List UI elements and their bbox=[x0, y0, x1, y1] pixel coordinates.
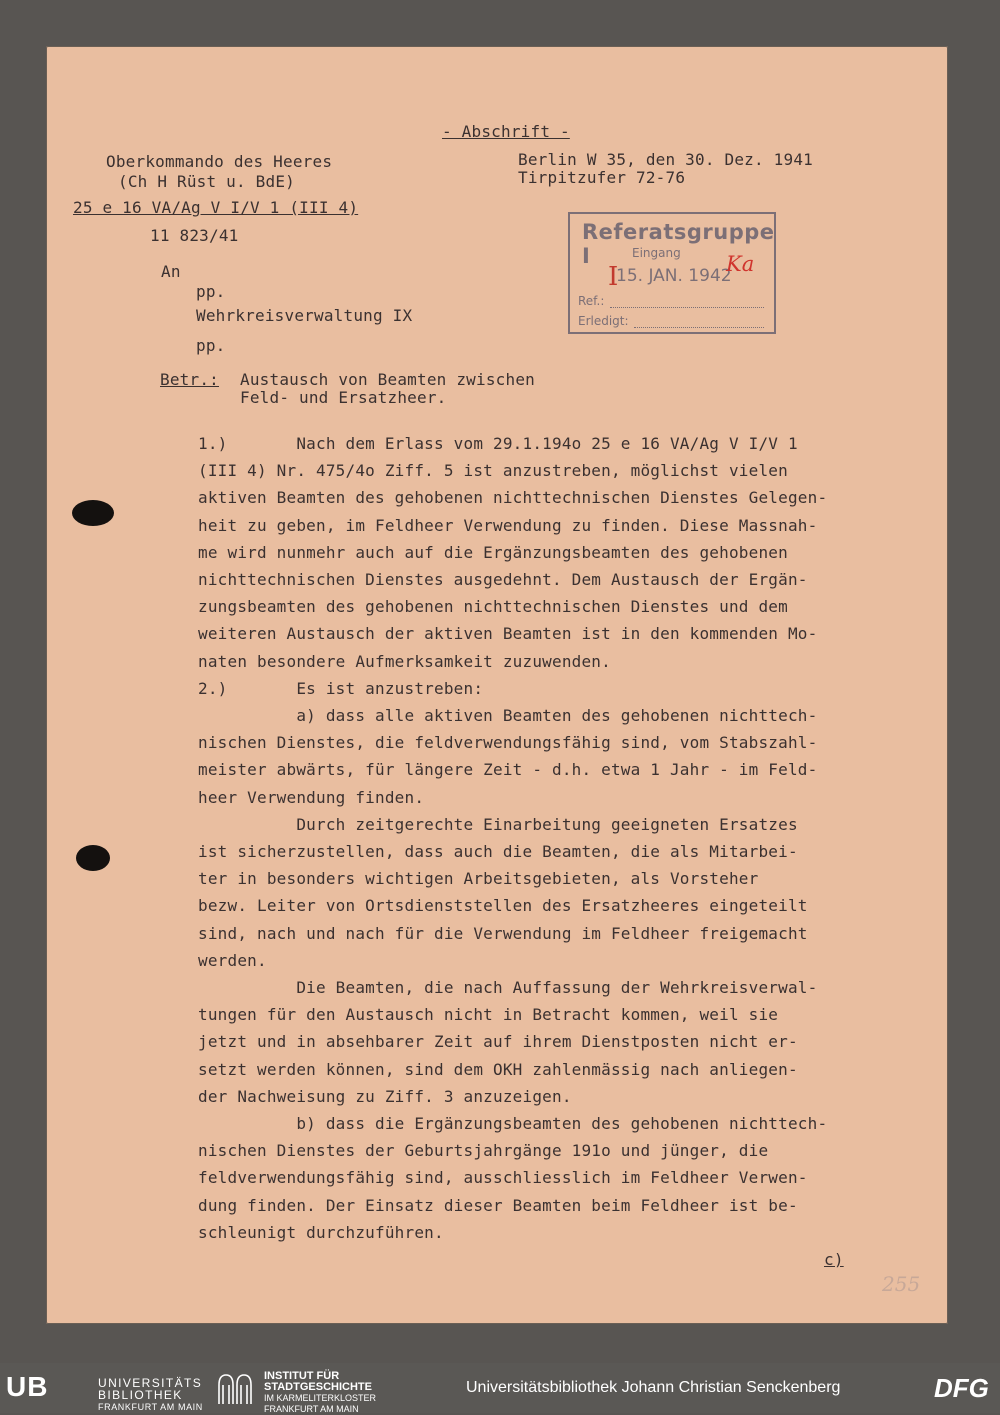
stamp-title: Referatsgruppe I bbox=[582, 220, 775, 268]
receipt-stamp bbox=[568, 212, 776, 334]
institute-name[interactable] bbox=[264, 1371, 376, 1415]
pencil-page-number: 255 bbox=[882, 1272, 921, 1296]
stamp-done-label: Erledigt: bbox=[578, 314, 629, 328]
inst-line-2: STADTGESCHICHTE bbox=[264, 1381, 372, 1393]
body-line: schleunigt durchzuführen. bbox=[198, 1223, 444, 1242]
dfg-logo[interactable]: DFG bbox=[934, 1373, 989, 1403]
body-line: zungsbeamten des gehobenen nichttechnischen Dienstes und dem bbox=[198, 597, 788, 616]
ub-name bbox=[98, 1377, 203, 1413]
body-line: tungen für den Austausch nicht in Betracht kommen, weil sie bbox=[198, 1005, 779, 1024]
doc-heading: - Abschrift - bbox=[442, 122, 570, 141]
body-line: bezw. Leiter von Ortsdienststellen des Ersatzheeres eingeteilt bbox=[198, 896, 808, 915]
body-line: a) dass alle aktiven Beamten des gehobenen nichttech- bbox=[198, 706, 818, 725]
place-date: Berlin W 35, den 30. Dez. 1941 bbox=[518, 150, 813, 169]
body-line: dung finden. Der Einsatz dieser Beamten beim Feldheer ist be- bbox=[198, 1196, 798, 1215]
body-line: nischen Dienstes, die feldverwendungsfähig sind, vom Stabszahl- bbox=[198, 733, 818, 752]
pp-1: pp. bbox=[196, 282, 226, 301]
body-line: nischen Dienstes der Geburtsjahrgänge 191o und jünger, die bbox=[198, 1141, 769, 1160]
body-line: setzt werden können, sind dem OKH zahlenmässig nach anliegen- bbox=[198, 1060, 798, 1079]
punch-hole-top bbox=[72, 500, 114, 526]
body-line: (III 4) Nr. 475/4o Ziff. 5 ist anzustreben, möglichst vielen bbox=[198, 461, 788, 480]
body-line: sind, nach und nach für die Verwendung im Feldheer freigemacht bbox=[198, 924, 808, 943]
address: Tirpitzufer 72-76 bbox=[518, 168, 686, 187]
ub-line-1: UNIVERSITÄTS bbox=[98, 1376, 203, 1390]
punch-hole-bottom bbox=[76, 845, 110, 871]
inst-line-1: INSTITUT FÜR bbox=[264, 1370, 340, 1382]
body-line: weiteren Austausch der aktiven Beamten ist in den kommenden Mo- bbox=[198, 624, 818, 643]
footer-library-name: Universitätsbibliothek Johann Christian Senckenberg bbox=[466, 1379, 841, 1396]
body-line: der Nachweisung zu Ziff. 3 anzuzeigen. bbox=[198, 1087, 572, 1106]
continuation-mark: c) bbox=[824, 1250, 844, 1269]
body-line: 2.) Es ist anzustreben: bbox=[198, 679, 484, 698]
document-page bbox=[46, 46, 948, 1324]
body-line: Die Beamten, die nach Auffassung der Wehrkreisverwal- bbox=[198, 978, 818, 997]
body-line: Durch zeitgerechte Einarbeitung geeigneten Ersatzes bbox=[198, 815, 798, 834]
body-line: jetzt und in absehbarer Zeit auf ihrem Dienstposten nicht er- bbox=[198, 1032, 798, 1051]
ub-line-3: FRANKFURT AM MAIN bbox=[98, 1402, 203, 1412]
subject-line-2: Feld- und Ersatzheer. bbox=[240, 388, 447, 407]
stamp-ref-line bbox=[610, 306, 764, 308]
ub-logo[interactable]: UB bbox=[6, 1371, 49, 1402]
institute-icon bbox=[216, 1371, 254, 1405]
stamp-red-mark: I bbox=[608, 262, 619, 292]
body-line: meister abwärts, für längere Zeit - d.h. etwa 1 Jahr - im Feld- bbox=[198, 760, 818, 779]
body-line: nichttechnischen Dienstes ausgedehnt. Dem Austausch der Ergän- bbox=[198, 570, 808, 589]
sender-line-1: Oberkommando des Heeres bbox=[106, 152, 333, 171]
stamp-ref-label: Ref.: bbox=[578, 294, 605, 308]
body-line: ter in besonders wichtigen Arbeitsgebieten, als Vorsteher bbox=[198, 869, 759, 888]
body-line: me wird nunmehr auch auf die Ergänzungsbeamten des gehobenen bbox=[198, 543, 788, 562]
body-line: ist sicherzustellen, dass auch die Beamten, die als Mitarbei- bbox=[198, 842, 798, 861]
stamp-done-line bbox=[634, 326, 764, 328]
stamp-date: 15. JAN. 1942 bbox=[616, 266, 732, 286]
subject-line-1: Austausch von Beamten zwischen bbox=[240, 370, 535, 389]
pp-2: pp. bbox=[196, 336, 226, 355]
sender-line-2: (Ch H Rüst u. BdE) bbox=[118, 172, 295, 191]
body-line: heer Verwendung finden. bbox=[198, 788, 425, 807]
file-number: 11 823/41 bbox=[150, 226, 239, 245]
stamp-sub: Eingang bbox=[632, 246, 681, 260]
body-line: werden. bbox=[198, 951, 267, 970]
to-label: An bbox=[161, 262, 181, 281]
recipient: Wehrkreisverwaltung IX bbox=[196, 306, 413, 325]
body-line: naten besondere Aufmerksamkeit zuzuwenden. bbox=[198, 652, 611, 671]
file-reference: 25 e 16 VA/Ag V I/V 1 (III 4) bbox=[73, 198, 359, 217]
subject-label: Betr.: bbox=[160, 370, 219, 389]
body-line: 1.) Nach dem Erlass vom 29.1.194o 25 e 16 VA/Ag V I/V 1 bbox=[198, 434, 798, 453]
body-line: aktiven Beamten des gehobenen nichttechnischen Dienstes Gelegen- bbox=[198, 488, 828, 507]
body-line: heit zu geben, im Feldheer Verwendung zu finden. Diese Massnah- bbox=[198, 516, 818, 535]
body-line: feldverwendungsfähig sind, ausschliesslich im Feldheer Verwen- bbox=[198, 1168, 808, 1187]
body-line: b) dass die Ergänzungsbeamten des gehobenen nichttech- bbox=[198, 1114, 828, 1133]
inst-line-4: FRANKFURT AM MAIN bbox=[264, 1404, 359, 1414]
stamp-initials: Ka bbox=[726, 252, 755, 276]
ub-line-2: BIBLIOTHEK bbox=[98, 1388, 183, 1402]
footer-bar bbox=[0, 1363, 1000, 1413]
inst-line-3: IM KARMELITERKLOSTER bbox=[264, 1393, 377, 1403]
